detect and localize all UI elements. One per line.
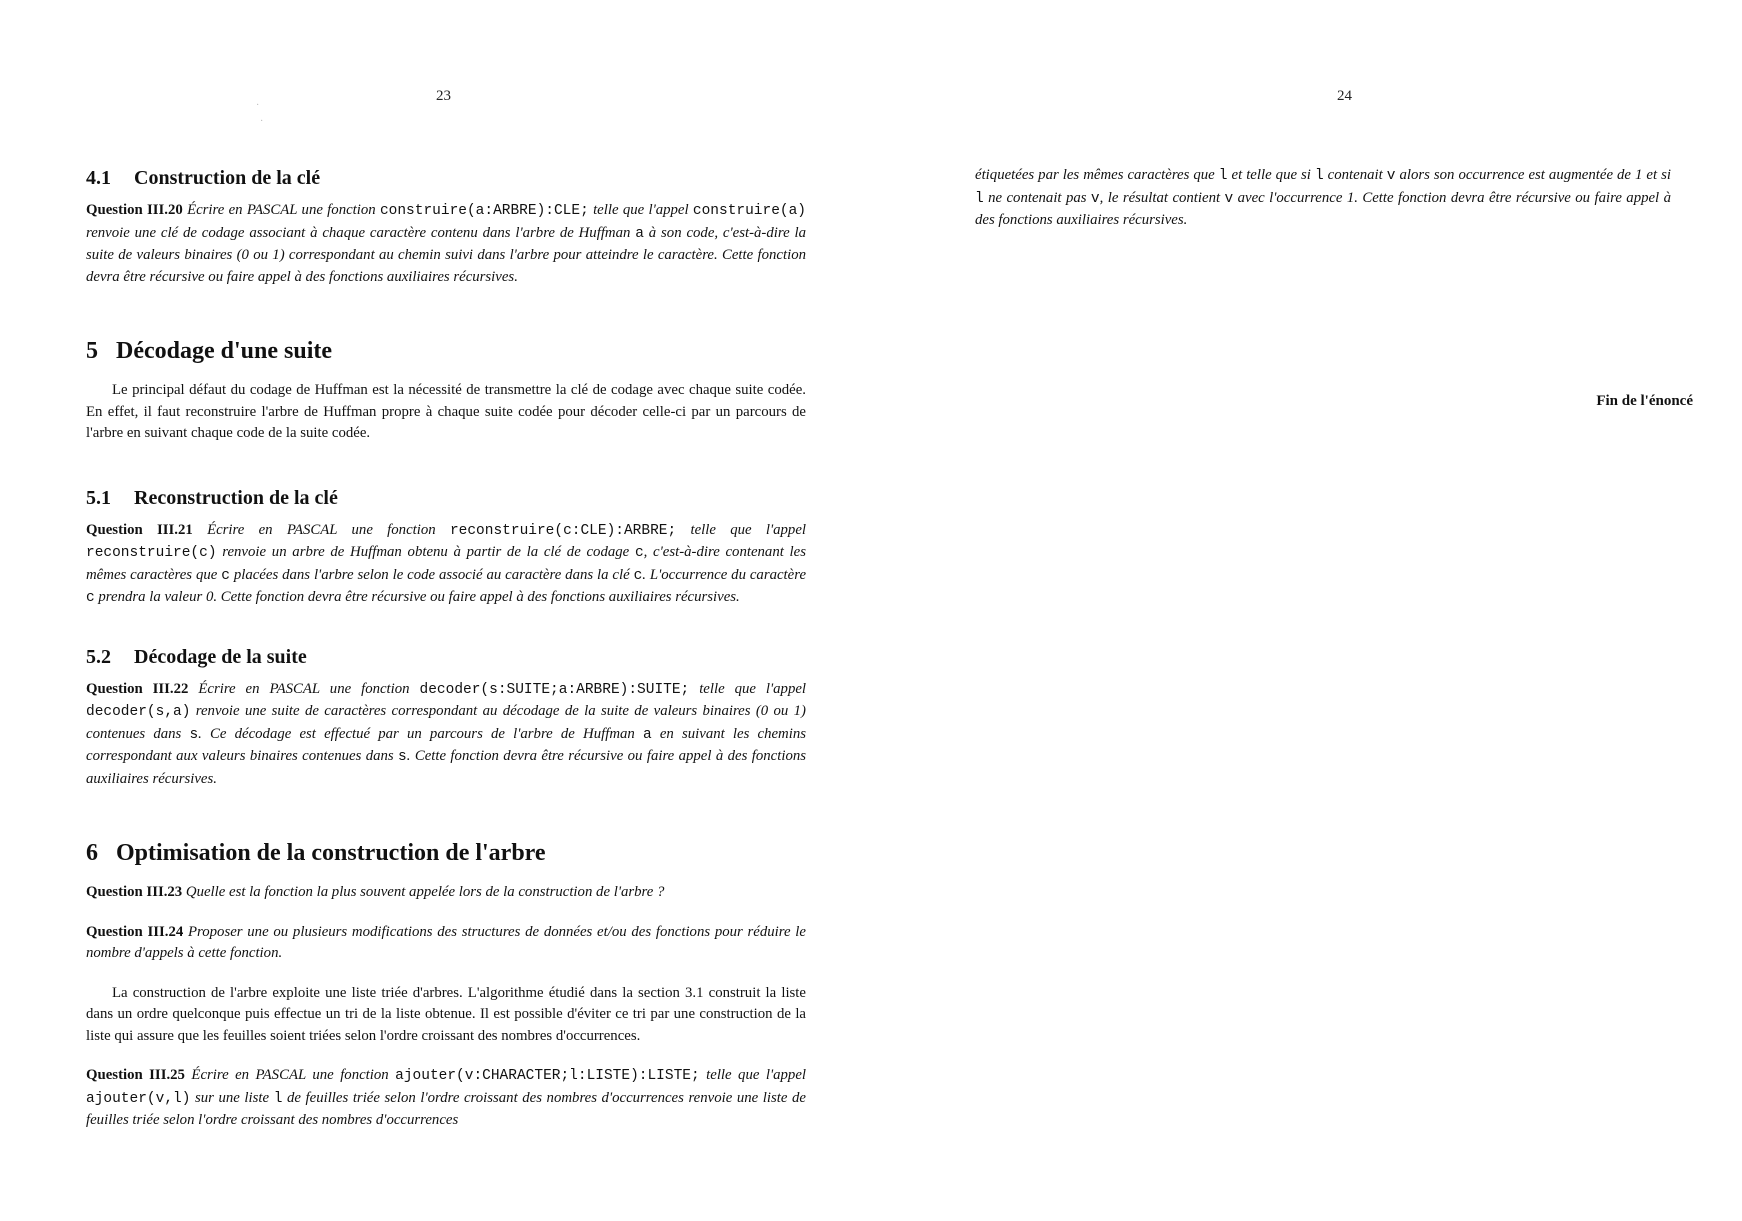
- question-iii-23: Question III.23 Quelle est la fonction la plus souvent appelée lors de la construction de l'arbre ?: [86, 884, 665, 900]
- question-iii-25-continuation: étiquetées par les mêmes caractères que l et telle que si l contenait v alors son occurrence est augmentée de 1 et si l ne contenait pas v, le résultat contient v avec l'occurrence 1. Cette fonction devra être récursive ou faire appel à des fonctions auxiliaires récursives.: [975, 167, 1671, 228]
- question-iii-24: Question III.24 Proposer une ou plusieurs modifications des structures de données et/ou des fonctions pour réduire le nombre d'appels à cette fonction.: [86, 923, 806, 961]
- question-iii-21: Question III.21 Écrire en PASCAL une fonction reconstruire(c:CLE):ARBRE; telle que l'appel reconstruire(c) renvoie un arbre de Huffman obtenu à partir de la clé de codage c, c'est-à-dire contenant les mêmes caractères que c placées dans l'arbre selon le code associé au caractère dans la clé c. L'occurrence du caractère c prendra la valeur 0. Cette fonction devra être récursive ou faire appel à des fonctions auxiliaires récursives.: [86, 521, 807, 606]
- section-5-paragraph: Le principal défaut du codage de Huffman est la nécessité de transmettre la clé de codage avec chaque suite codée. En effet, il faut reconstruire l'arbre de Huffman propre à chaque suite codée pour décoder celle-ci par un parcours de l'arbre en suivant chaque code de la suite codée.: [86, 382, 806, 441]
- question-iii-22: Question III.22 Écrire en PASCAL une fonction decoder(s:SUITE;a:ARBRE):SUITE; telle que l'appel decoder(s,a) renvoie une suite de caractères correspondant au décodage de la suite de valeurs binaires (0 ou 1) contenues dans s. Ce décodage est effectué par un parcours de l'arbre de Huffman a en suivant les chemins correspondant aux valeurs binaires contenues dans s. Cette fonction devra être récursive ou faire appel à des fonctions auxiliaires récursives.: [86, 680, 807, 787]
- scan-mark: ·: [260, 116, 264, 127]
- section-6-paragraph: La construction de l'arbre exploite une liste triée d'arbres. L'algorithme étudié dans la section 3.1 construit la liste dans un ordre quelconque puis effectue un tri de la liste obtenue. Il est possible d'éviter ce tri par une construction de la liste qui assure que les feuilles soient triées selon l'ordre croissant des nombres d'occurrences.: [86, 984, 806, 1044]
- page-number-right: 24: [1337, 88, 1352, 104]
- section-5-1-heading: 5.1 Reconstruction de la clé: [86, 486, 338, 509]
- right-page: [871, 0, 1742, 1221]
- section-4-1-heading: 4.1 Construction de la clé: [86, 167, 321, 189]
- section-5-2-heading: 5.2 Décodage de la suite: [86, 645, 307, 668]
- scan-mark: ·: [256, 100, 260, 111]
- section-6-heading: 6 Optimisation de la construction de l'arbre: [86, 840, 546, 866]
- page-number-left: 23: [436, 88, 451, 104]
- question-iii-25: Question III.25 Écrire en PASCAL une fonction ajouter(v:CHARACTER;l:LISTE):LISTE; telle que l'appel ajouter(v,l) sur une liste l de feuilles triée selon l'ordre croissant des nombres d'occurrences renvoie une liste de feuilles triée selon l'ordre croissant des nombres d'occurrences: [86, 1067, 807, 1128]
- right-content: [975, 165, 1671, 232]
- left-content: [86, 165, 806, 1132]
- section-5-heading: 5 Décodage d'une suite: [86, 338, 332, 364]
- end-of-statement: Fin de l'énoncé: [1596, 393, 1693, 409]
- question-iii-20: Question III.20 Écrire en PASCAL une fonction construire(a:ARBRE):CLE; telle que l'appel construire(a) renvoie une clé de codage associant à chaque caractère contenu dans l'arbre de Huffman a à son code, c'est-à-dire la suite de valeurs binaires (0 ou 1) correspondant au chemin suivi dans l'arbre pour atteindre le caractère. Cette fonction devra être récursive ou faire appel à des fonctions auxiliaires récursives.: [86, 202, 807, 285]
